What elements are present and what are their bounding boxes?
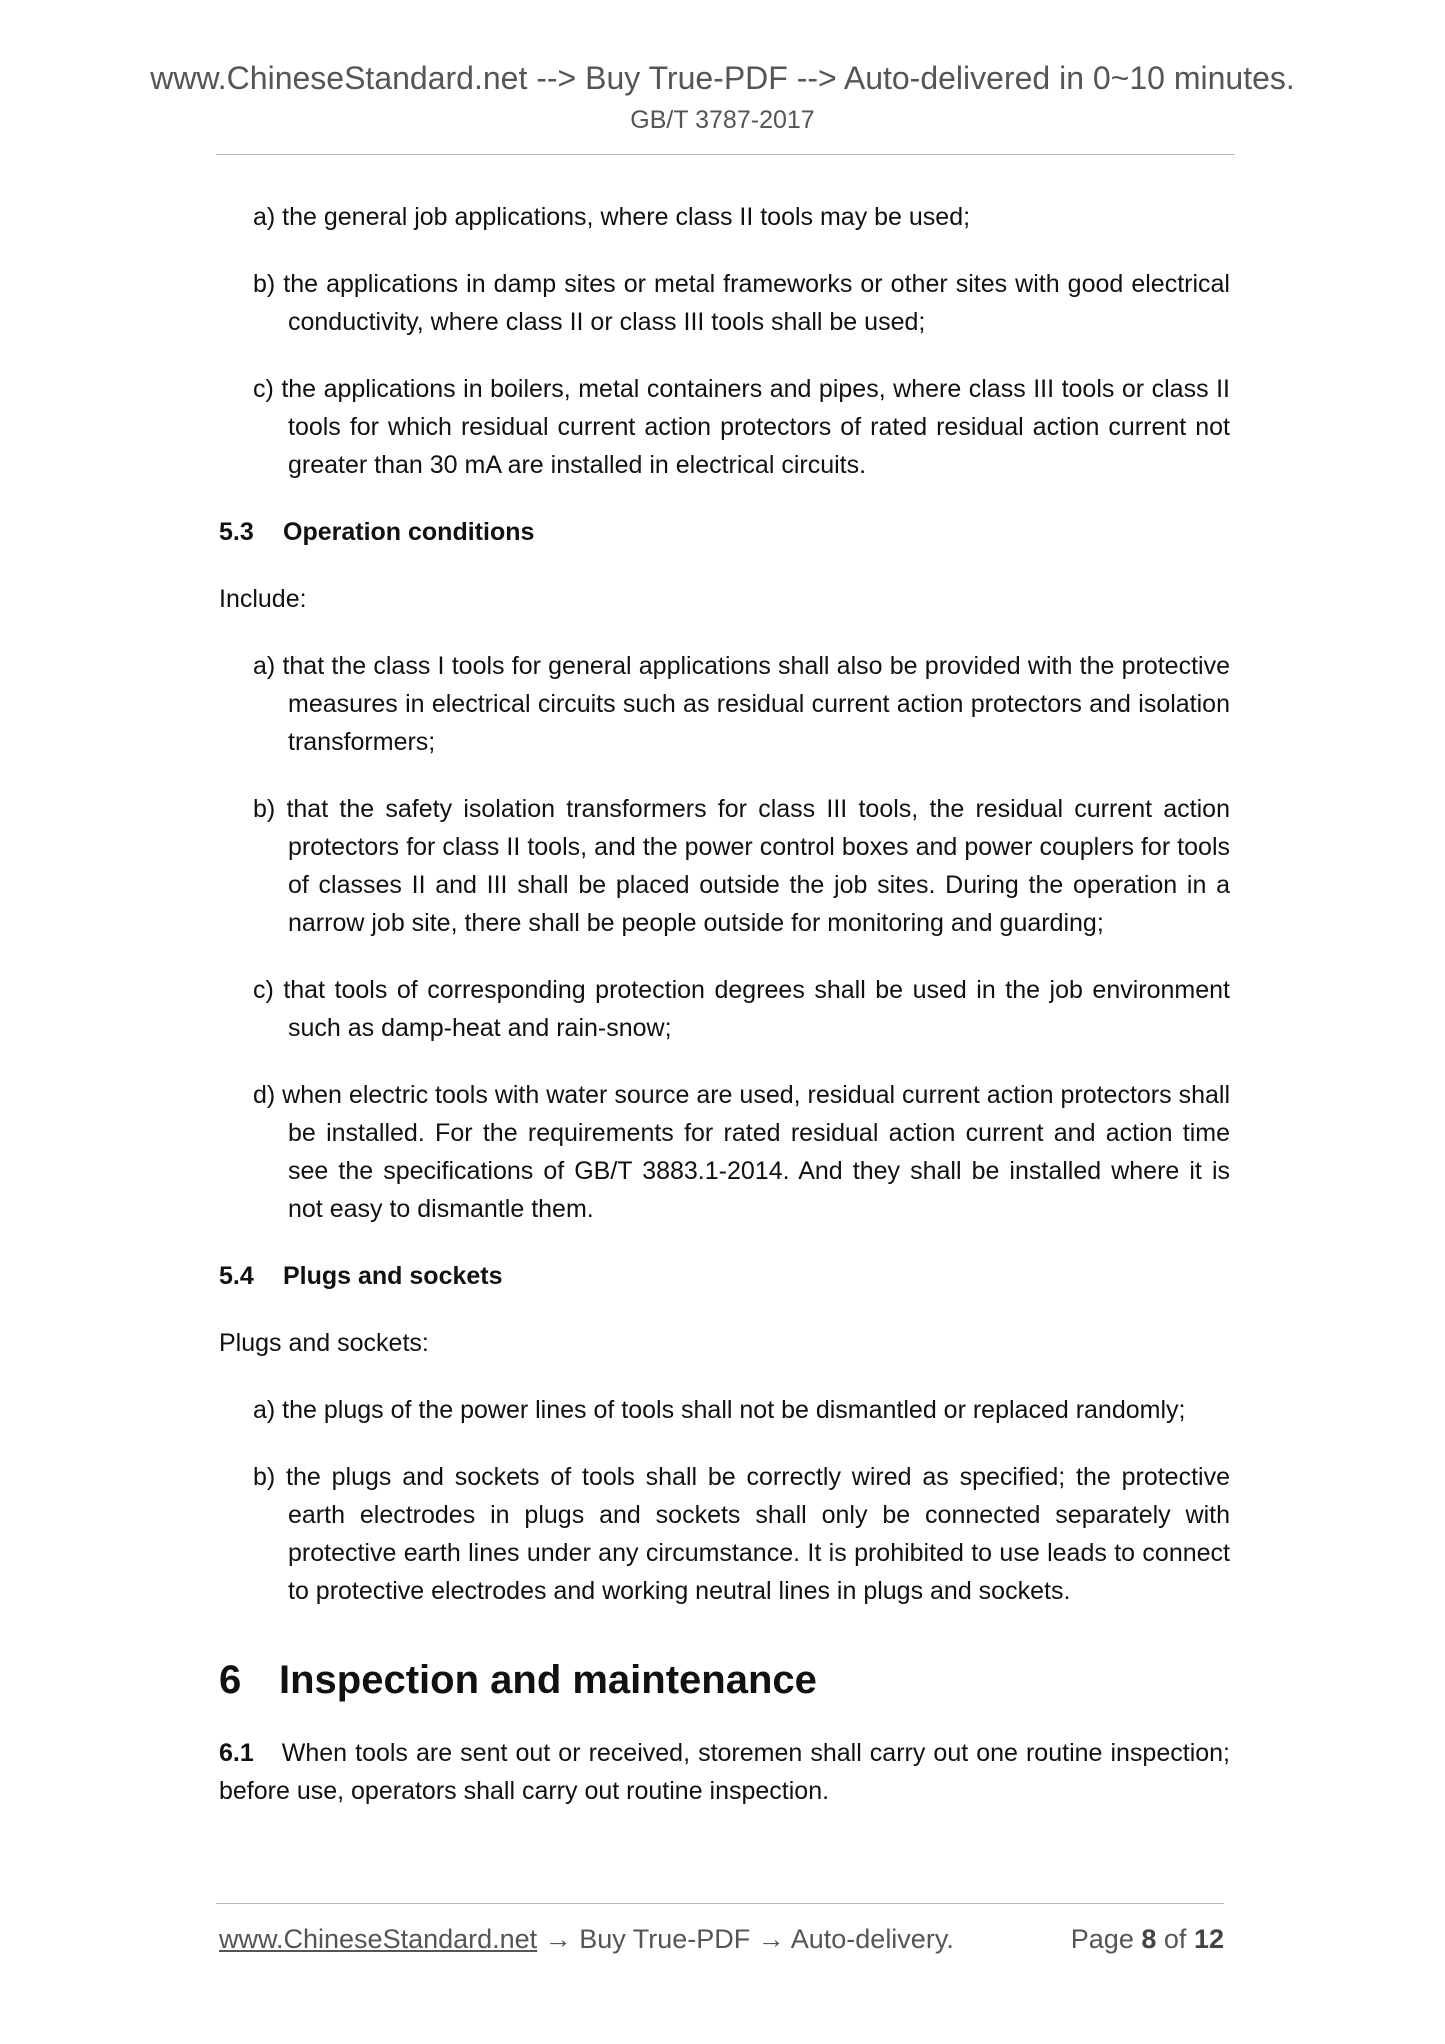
clause-text: When tools are sent out or received, storemen shall carry out one routine inspection; before use, operators shall carry out routine inspection. — [219, 1739, 1230, 1805]
page-of-label: of — [1163, 1924, 1187, 1954]
list-item: b) the plugs and sockets of tools shall be correctly wired as specified; the protective earth electrodes in plugs and sockets shall only be connected separately with protective earth lines under any circumstance. It is prohibited to use leads to connect to protective electrodes and working neutral lines in plugs and sockets. — [253, 1463, 1230, 1605]
page-content — [219, 198, 1230, 1810]
page-label: Page — [1070, 1924, 1134, 1954]
footer-divider — [216, 1903, 1224, 1904]
page-indicator — [1071, 1919, 1224, 1959]
section-heading-5-4 — [219, 1257, 1230, 1295]
list-item: a) that the class I tools for general applications shall also be provided with the protective measures in electrical circuits such as residual current action protectors and isolation transformers; — [253, 652, 1230, 756]
footer-promo — [219, 1919, 954, 1959]
section-lead: Include: — [219, 585, 307, 613]
list-item: a) the general job applications, where class II tools may be used; — [253, 203, 971, 231]
clause-number: 6.1 — [219, 1739, 254, 1767]
page-total: 12 — [1193, 1924, 1224, 1954]
page-footer — [219, 1919, 1224, 1959]
list-item: c) the applications in boilers, metal containers and pipes, where class III tools or class II tools for which residual current action protectors of rated residual action current not greater than 30 mA are installed in electrical circuits. — [253, 375, 1230, 479]
list-item: c) that tools of corresponding protection degrees shall be used in the job environment such as damp-heat and rain-snow; — [253, 976, 1230, 1042]
chapter-heading-6 — [219, 1654, 1230, 1706]
document-code: GB/T 3787-2017 — [630, 106, 815, 134]
list-item: a) the plugs of the power lines of tools shall not be dismantled or replaced randomly; — [253, 1396, 1186, 1424]
page-number: 8 — [1141, 1924, 1157, 1954]
list-item: b) the applications in damp sites or metal frameworks or other sites with good electrical conductivity, where class II or class III tools shall be used; — [253, 270, 1230, 336]
section-title: Plugs and sockets — [283, 1262, 503, 1290]
section-title: Operation conditions — [283, 518, 535, 546]
section-number: 5.3 — [219, 518, 254, 546]
clause-6-1 — [219, 1734, 1230, 1810]
footer-site-link[interactable]: www.ChineseStandard.net — [219, 1924, 538, 1954]
chapter-title: Inspection and maintenance — [279, 1658, 817, 1702]
header-banner: www.ChineseStandard.net --> Buy True-PDF --> Auto-delivered in 0~10 minutes. — [150, 60, 1295, 96]
header-divider — [216, 154, 1235, 155]
list-item: b) that the safety isolation transformers for class III tools, the residual current action protectors for class II tools, and the power control boxes and power couplers for tools of classes II and III shall be placed outside the job sites. During the operation in a narrow job site, there shall be people outside for monitoring and guarding; — [253, 795, 1230, 937]
footer-promo-text: → Buy True-PDF → Auto-delivery. — [537, 1924, 954, 1954]
section-lead: Plugs and sockets: — [219, 1329, 429, 1357]
section-number: 5.4 — [219, 1262, 254, 1290]
list-item: d) when electric tools with water source are used, residual current action protectors shall be installed. For the requirements for rated residual action current and action time see the specifications of GB/T 3883.1-2014. And they shall be installed where it is not easy to dismantle them. — [253, 1081, 1230, 1223]
chapter-number: 6 — [219, 1658, 242, 1702]
section-heading-5-3 — [219, 513, 1230, 551]
